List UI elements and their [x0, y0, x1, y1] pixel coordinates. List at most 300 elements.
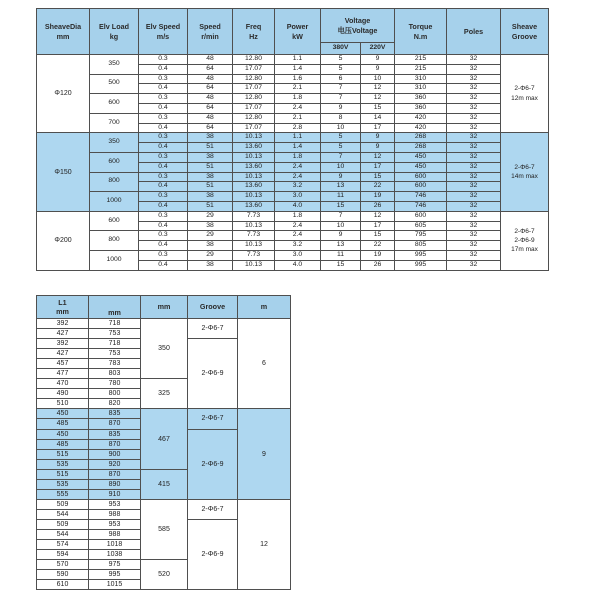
- spec-cell: 9: [321, 172, 361, 182]
- spec-cell: 32: [447, 221, 501, 231]
- spec-cell: 7: [321, 152, 361, 162]
- spec-cell: 48: [188, 113, 233, 123]
- spec-row: [37, 55, 549, 65]
- l1-cell: 470: [37, 379, 89, 389]
- header-line: Elv Load: [99, 22, 129, 32]
- spec-cell: 2.4: [275, 172, 321, 182]
- spec-cell: 10.13: [233, 152, 275, 162]
- spec-cell: 9: [361, 143, 395, 153]
- spec-cell: 0.3: [139, 211, 188, 221]
- spec-row: [37, 152, 549, 162]
- spec-cell: 10.13: [233, 260, 275, 270]
- header-line: SheaveDia: [44, 22, 82, 32]
- spec-cell: 32: [447, 143, 501, 153]
- spec-cell: 32: [447, 55, 501, 65]
- header-sheave-dia: [37, 9, 90, 55]
- header-line: mm: [157, 302, 171, 312]
- spec-cell: 2.4: [275, 103, 321, 113]
- header-mm-2: [89, 296, 141, 319]
- spec-cell: 12: [361, 211, 395, 221]
- spec-cell: 1.1: [275, 133, 321, 143]
- header-voltage: [321, 9, 395, 43]
- l1-cell: 485: [37, 419, 89, 429]
- spec-cell: 26: [361, 201, 395, 211]
- spec-row: [37, 192, 549, 202]
- spec-cell: 32: [447, 231, 501, 241]
- spec-cell: 268: [395, 143, 447, 153]
- elv-load-cell: 350: [90, 55, 139, 75]
- groove-group-cell: 2-Φ6-9: [188, 519, 238, 589]
- width-cell: 988: [89, 509, 141, 519]
- spec-cell: 4.0: [275, 260, 321, 270]
- spec-cell: 9: [361, 55, 395, 65]
- header-line: Voltage: [344, 16, 371, 26]
- header-line: m: [260, 302, 268, 312]
- l1-cell: 509: [37, 499, 89, 509]
- groove-line: 14m max: [511, 173, 538, 181]
- width-cell: 718: [89, 339, 141, 349]
- spec-cell: 17.07: [233, 64, 275, 74]
- spec-cell: 10: [321, 162, 361, 172]
- width-cell: 870: [89, 439, 141, 449]
- spec-cell: 32: [447, 84, 501, 94]
- spec-cell: 11: [321, 192, 361, 202]
- spec-cell: 1.8: [275, 152, 321, 162]
- groove-line: 2-Φ6-7: [514, 163, 535, 171]
- width-cell: 870: [89, 469, 141, 479]
- header-line: Freq: [245, 22, 262, 32]
- spec-cell: 32: [447, 64, 501, 74]
- groove-line: 12m max: [511, 94, 538, 102]
- width-cell: 803: [89, 369, 141, 379]
- spec-cell: 1.8: [275, 211, 321, 221]
- spec-cell: 995: [395, 260, 447, 270]
- spec-cell: 215: [395, 64, 447, 74]
- elv-load-cell: 350: [90, 133, 139, 153]
- spec-cell: 12: [361, 94, 395, 104]
- spec-cell: 9: [321, 231, 361, 241]
- elv-load-cell: 600: [90, 211, 139, 231]
- spec-cell: 10.13: [233, 221, 275, 231]
- spec-cell: 2.1: [275, 113, 321, 123]
- spec-cell: 12.80: [233, 55, 275, 65]
- spec-cell: 360: [395, 103, 447, 113]
- spec-cell: 32: [447, 241, 501, 251]
- width-cell: 953: [89, 499, 141, 509]
- l1-cell: 544: [37, 509, 89, 519]
- header-speed: [188, 9, 233, 55]
- spec-cell: 64: [188, 64, 233, 74]
- spec-cell: 7.73: [233, 211, 275, 221]
- spec-cell: 0.3: [139, 55, 188, 65]
- spec-cell: 746: [395, 192, 447, 202]
- spec-cell: 22: [361, 182, 395, 192]
- spec-cell: 19: [361, 192, 395, 202]
- spec-cell: 12: [361, 152, 395, 162]
- dimension-row: [37, 409, 291, 419]
- groove-line: 17m max: [511, 246, 538, 254]
- spec-cell: 22: [361, 241, 395, 251]
- spec-row: [37, 250, 549, 260]
- mm-group-cell: 585: [141, 499, 188, 559]
- spec-cell: 215: [395, 55, 447, 65]
- spec-cell: 7: [321, 211, 361, 221]
- mm-group-cell: 467: [141, 409, 188, 469]
- groove-line: 2-Φ6-7: [514, 85, 535, 93]
- spec-cell: 32: [447, 74, 501, 84]
- spec-cell: 9: [361, 64, 395, 74]
- spec-cell: 38: [188, 221, 233, 231]
- elv-load-cell: 600: [90, 152, 139, 172]
- spec-cell: 38: [188, 133, 233, 143]
- dimension-table-header: [37, 296, 291, 319]
- sheave-dia-cell: Φ120: [37, 55, 90, 133]
- spec-cell: 3.0: [275, 192, 321, 202]
- groove-line: 2-Φ6-9: [514, 236, 535, 244]
- spec-cell: 17.07: [233, 123, 275, 133]
- spec-cell: 15: [361, 231, 395, 241]
- spec-cell: 995: [395, 250, 447, 260]
- spec-cell: 15: [321, 260, 361, 270]
- l1-cell: 594: [37, 550, 89, 560]
- groove-group-cell: 2-Φ6-7: [188, 409, 238, 429]
- l1-cell: 477: [37, 369, 89, 379]
- header-row: [37, 9, 549, 43]
- mm-group-cell: 350: [141, 319, 188, 379]
- header-groove: [188, 296, 238, 319]
- width-cell: 953: [89, 519, 141, 529]
- width-cell: 1018: [89, 540, 141, 550]
- spec-cell: 4.0: [275, 201, 321, 211]
- l1-cell: 457: [37, 359, 89, 369]
- spec-cell: 32: [447, 250, 501, 260]
- spec-cell: 1.1: [275, 55, 321, 65]
- l1-cell: 427: [37, 349, 89, 359]
- spec-cell: 0.3: [139, 231, 188, 241]
- spec-cell: 0.3: [139, 133, 188, 143]
- spec-cell: 3.0: [275, 250, 321, 260]
- spec-cell: 268: [395, 133, 447, 143]
- spec-cell: 1.6: [275, 74, 321, 84]
- l1-cell: 590: [37, 570, 89, 580]
- width-cell: 995: [89, 570, 141, 580]
- spec-cell: 5: [321, 143, 361, 153]
- elv-load-cell: 800: [90, 231, 139, 251]
- spec-cell: 11: [321, 250, 361, 260]
- l1-cell: 555: [37, 489, 89, 499]
- spec-cell: 19: [361, 250, 395, 260]
- spec-cell: 450: [395, 152, 447, 162]
- header-line: kg: [109, 31, 119, 41]
- spec-cell: 32: [447, 113, 501, 123]
- spec-cell: 13.60: [233, 143, 275, 153]
- spec-cell: 420: [395, 113, 447, 123]
- header-elv-load: [90, 9, 139, 55]
- spec-cell: 48: [188, 94, 233, 104]
- header-line: Speed: [199, 22, 221, 32]
- header-poles: [447, 9, 501, 55]
- width-cell: 820: [89, 399, 141, 409]
- spec-cell: 0.4: [139, 143, 188, 153]
- header-torque: [395, 9, 447, 55]
- spec-cell: 29: [188, 250, 233, 260]
- dimension-groove-table: [36, 295, 291, 590]
- spec-row: [37, 74, 549, 84]
- spec-row: [37, 113, 549, 123]
- spec-cell: 2.4: [275, 162, 321, 172]
- groove-group-cell: 2-Φ6-7: [188, 319, 238, 339]
- machine-spec-table: [36, 8, 549, 271]
- spec-cell: 26: [361, 260, 395, 270]
- header-line: Elv Speed: [145, 22, 181, 32]
- spec-row: [37, 231, 549, 241]
- width-cell: 975: [89, 560, 141, 570]
- header-row: [37, 296, 291, 319]
- spec-cell: 38: [188, 241, 233, 251]
- header-line: mm: [108, 307, 121, 317]
- elv-load-cell: 800: [90, 172, 139, 192]
- header-line: Groove: [511, 31, 538, 41]
- spec-cell: 2.4: [275, 231, 321, 241]
- spec-cell: 32: [447, 133, 501, 143]
- spec-cell: 5: [321, 64, 361, 74]
- spec-cell: 8: [321, 113, 361, 123]
- header-voltage-220v: 220V: [361, 43, 395, 55]
- spec-cell: 10.13: [233, 241, 275, 251]
- spec-row: [37, 133, 549, 143]
- spec-cell: 7: [321, 84, 361, 94]
- spec-cell: 0.4: [139, 260, 188, 270]
- spec-cell: 12.80: [233, 94, 275, 104]
- spec-cell: 48: [188, 55, 233, 65]
- spec-cell: 10: [361, 74, 395, 84]
- spec-cell: 420: [395, 123, 447, 133]
- elv-load-cell: 600: [90, 94, 139, 114]
- spec-cell: 64: [188, 103, 233, 113]
- spec-cell: 10.13: [233, 192, 275, 202]
- spec-cell: 7.73: [233, 250, 275, 260]
- spec-cell: 13.60: [233, 182, 275, 192]
- spec-cell: 10: [321, 221, 361, 231]
- spec-cell: 0.4: [139, 123, 188, 133]
- l1-cell: 535: [37, 479, 89, 489]
- spec-row: [37, 211, 549, 221]
- mm-group-cell: 325: [141, 379, 188, 409]
- spec-cell: 38: [188, 152, 233, 162]
- elv-load-cell: 1000: [90, 250, 139, 270]
- elv-load-cell: 500: [90, 74, 139, 94]
- spec-cell: 3.2: [275, 182, 321, 192]
- l1-cell: 535: [37, 459, 89, 469]
- dimension-row: [37, 499, 291, 509]
- elv-load-cell: 1000: [90, 192, 139, 212]
- spec-cell: 17: [361, 162, 395, 172]
- elv-load-cell: 700: [90, 113, 139, 133]
- spec-cell: 32: [447, 192, 501, 202]
- header-l1: [37, 296, 89, 319]
- spec-table-header: [37, 9, 549, 55]
- spec-cell: 0.3: [139, 192, 188, 202]
- spec-cell: 51: [188, 182, 233, 192]
- l1-cell: 544: [37, 529, 89, 539]
- spec-cell: 1.4: [275, 143, 321, 153]
- spec-cell: 64: [188, 123, 233, 133]
- header-line: r/min: [201, 31, 219, 41]
- width-cell: 835: [89, 409, 141, 419]
- spec-cell: 13: [321, 241, 361, 251]
- spec-cell: 0.4: [139, 64, 188, 74]
- spec-cell: 29: [188, 211, 233, 221]
- spec-cell: 0.4: [139, 162, 188, 172]
- spec-cell: 32: [447, 94, 501, 104]
- spec-cell: 2.8: [275, 123, 321, 133]
- header-m: [238, 296, 291, 319]
- spec-cell: 2.1: [275, 84, 321, 94]
- spec-cell: 14: [361, 113, 395, 123]
- spec-cell: 32: [447, 123, 501, 133]
- spec-cell: 32: [447, 260, 501, 270]
- sheave-dia-cell: Φ200: [37, 211, 90, 270]
- spec-cell: 0.3: [139, 172, 188, 182]
- spec-cell: 0.3: [139, 152, 188, 162]
- spec-cell: 48: [188, 74, 233, 84]
- spec-cell: 29: [188, 231, 233, 241]
- spec-cell: 32: [447, 152, 501, 162]
- spec-cell: 0.4: [139, 241, 188, 251]
- spec-table-body: [37, 55, 549, 271]
- header-line: N.m: [413, 31, 428, 41]
- sheave-groove-cell: [501, 55, 549, 133]
- sheave-groove-cell: [501, 133, 549, 211]
- width-cell: 890: [89, 479, 141, 489]
- spec-cell: 0.4: [139, 182, 188, 192]
- spec-cell: 0.3: [139, 113, 188, 123]
- groove-group-cell: 2-Φ6-9: [188, 429, 238, 499]
- l1-cell: 427: [37, 329, 89, 339]
- l1-cell: 610: [37, 580, 89, 590]
- spec-cell: 12.80: [233, 113, 275, 123]
- l1-cell: 570: [37, 560, 89, 570]
- l1-cell: 450: [37, 429, 89, 439]
- spec-cell: 17: [361, 221, 395, 231]
- header-line: m/s: [156, 31, 170, 41]
- spec-cell: 15: [361, 103, 395, 113]
- width-cell: 800: [89, 389, 141, 399]
- spec-cell: 746: [395, 201, 447, 211]
- spec-cell: 9: [361, 133, 395, 143]
- l1-cell: 392: [37, 339, 89, 349]
- l1-cell: 509: [37, 519, 89, 529]
- spec-cell: 17: [361, 123, 395, 133]
- spec-cell: 51: [188, 201, 233, 211]
- spec-cell: 600: [395, 211, 447, 221]
- header-line: mm: [56, 307, 69, 316]
- spec-cell: 5: [321, 55, 361, 65]
- spec-cell: 13.60: [233, 162, 275, 172]
- spec-cell: 0.3: [139, 74, 188, 84]
- header-freq: [233, 9, 275, 55]
- spec-cell: 17.07: [233, 84, 275, 94]
- header-line: 电压Voltage: [337, 25, 378, 35]
- width-cell: 870: [89, 419, 141, 429]
- width-cell: 1015: [89, 580, 141, 590]
- spec-cell: 51: [188, 143, 233, 153]
- spec-cell: 17.07: [233, 103, 275, 113]
- spec-cell: 1.8: [275, 94, 321, 104]
- spec-cell: 3.2: [275, 241, 321, 251]
- spec-cell: 600: [395, 172, 447, 182]
- spec-cell: 0.4: [139, 201, 188, 211]
- spec-cell: 805: [395, 241, 447, 251]
- header-line: Torque: [408, 22, 433, 32]
- spec-cell: 605: [395, 221, 447, 231]
- spec-cell: 6: [321, 74, 361, 84]
- header-line: Hz: [249, 31, 258, 41]
- spec-cell: 32: [447, 201, 501, 211]
- spec-cell: 310: [395, 74, 447, 84]
- groove-group-cell: 2-Φ6-7: [188, 499, 238, 519]
- spec-cell: 32: [447, 211, 501, 221]
- spec-cell: 310: [395, 84, 447, 94]
- l1-cell: 450: [37, 409, 89, 419]
- width-cell: 835: [89, 429, 141, 439]
- mm-group-cell: 415: [141, 469, 188, 499]
- spec-cell: 32: [447, 182, 501, 192]
- m-length-cell: 12: [238, 499, 291, 589]
- header-line: L1: [58, 297, 67, 307]
- dimension-row: [37, 319, 291, 329]
- spec-cell: 12.80: [233, 74, 275, 84]
- spec-cell: 0.4: [139, 84, 188, 94]
- spec-cell: 32: [447, 172, 501, 182]
- spec-cell: 13: [321, 182, 361, 192]
- spec-cell: 0.3: [139, 250, 188, 260]
- spec-cell: 7: [321, 94, 361, 104]
- mm-group-cell: 520: [141, 560, 188, 590]
- spec-cell: 2.4: [275, 221, 321, 231]
- header-sheave-groove: [501, 9, 549, 55]
- spec-cell: 7.73: [233, 231, 275, 241]
- width-cell: 900: [89, 449, 141, 459]
- header-voltage-380v: 380V: [321, 43, 361, 55]
- l1-cell: 490: [37, 389, 89, 399]
- spec-cell: 795: [395, 231, 447, 241]
- spec-cell: 0.4: [139, 103, 188, 113]
- header-line: Poles: [463, 26, 484, 36]
- sheave-dia-cell: Φ150: [37, 133, 90, 211]
- header-power: [275, 9, 321, 55]
- groove-group-cell: 2-Φ6-9: [188, 339, 238, 409]
- header-line: Sheave: [511, 22, 538, 32]
- l1-cell: 392: [37, 319, 89, 329]
- spec-row: [37, 94, 549, 104]
- sheave-groove-cell: [501, 211, 549, 270]
- spec-cell: 0.3: [139, 94, 188, 104]
- spec-cell: 38: [188, 260, 233, 270]
- l1-cell: 485: [37, 439, 89, 449]
- m-length-cell: 9: [238, 409, 291, 499]
- l1-cell: 510: [37, 399, 89, 409]
- spec-cell: 64: [188, 84, 233, 94]
- groove-line: 2-Φ6-7: [514, 227, 535, 235]
- spec-cell: 10: [321, 123, 361, 133]
- width-cell: 1038: [89, 550, 141, 560]
- spec-cell: 10.13: [233, 172, 275, 182]
- header-line: kW: [292, 31, 303, 41]
- spec-cell: 38: [188, 192, 233, 202]
- header-elv-speed: [139, 9, 188, 55]
- header-line: mm: [56, 31, 70, 41]
